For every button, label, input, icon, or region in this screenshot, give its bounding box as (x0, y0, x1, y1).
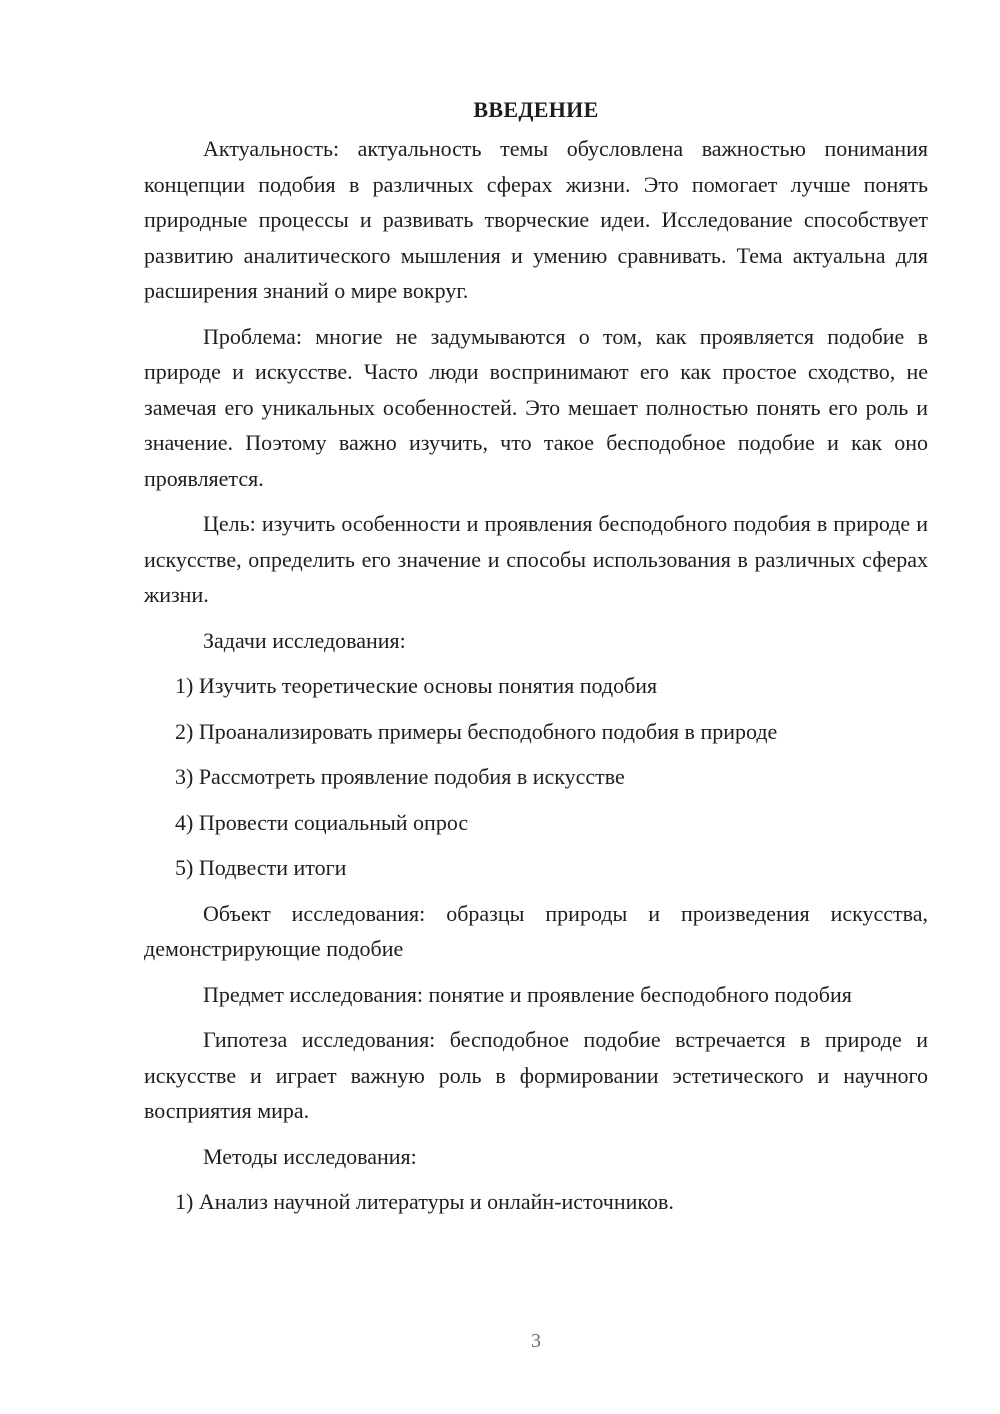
document-page (144, 92, 928, 1230)
hypothesis-paragraph: Гипотеза исследования: бесподобное подобие встречается в природе и искусстве и играет важную роль в формировании эстетического и научного восприятия мира. (144, 1027, 928, 1123)
section-title: ВВЕДЕНИЕ (473, 97, 599, 122)
relevance-paragraph: Актуальность: актуальность темы обусловлена важностью понимания концепции подобия в различных сферах жизни. Это помогает лучше понять природные процессы и развивать творческие идеи. Исследование способствует развитию аналитического мышления и умению сравнивать. Тема актуальна для расширения знаний о мире вокруг. (144, 136, 928, 303)
method-item: 1) Анализ научной литературы и онлайн-источников. (175, 1189, 674, 1214)
tasks-heading: Задачи исследования: (203, 627, 406, 653)
page-number: 3 (531, 1330, 541, 1352)
goal-paragraph: Цель: изучить особенности и проявления бесподобного подобия в природе и искусстве, определить его значение и способы использования в различных сферах жизни. (144, 511, 928, 607)
problem-paragraph: Проблема: многие не задумываются о том, как проявляется подобие в природе и искусстве. Часто люди воспринимают его как простое сходство, не замечая его уникальных особенностей. Это мешает полностью понять его роль и значение. Поэтому важно изучить, что такое бесподобное подобие и как оно проявляется. (144, 323, 928, 491)
task-item: 5) Подвести итоги (175, 855, 347, 880)
task-item: 1) Изучить теоретические основы понятия подобия (175, 673, 658, 698)
subject-paragraph: Предмет исследования: понятие и проявление бесподобного подобия (203, 981, 852, 1007)
object-paragraph: Объект исследования: образцы природы и произведения искусства, демонстрирующие подобие (144, 900, 928, 961)
task-item: 3) Рассмотреть проявление подобия в искусстве (175, 764, 625, 789)
methods-heading: Методы исследования: (203, 1143, 417, 1169)
task-item: 4) Провести социальный опрос (175, 809, 469, 835)
task-item: 2) Проанализировать примеры бесподобного подобия в природе (175, 718, 778, 744)
